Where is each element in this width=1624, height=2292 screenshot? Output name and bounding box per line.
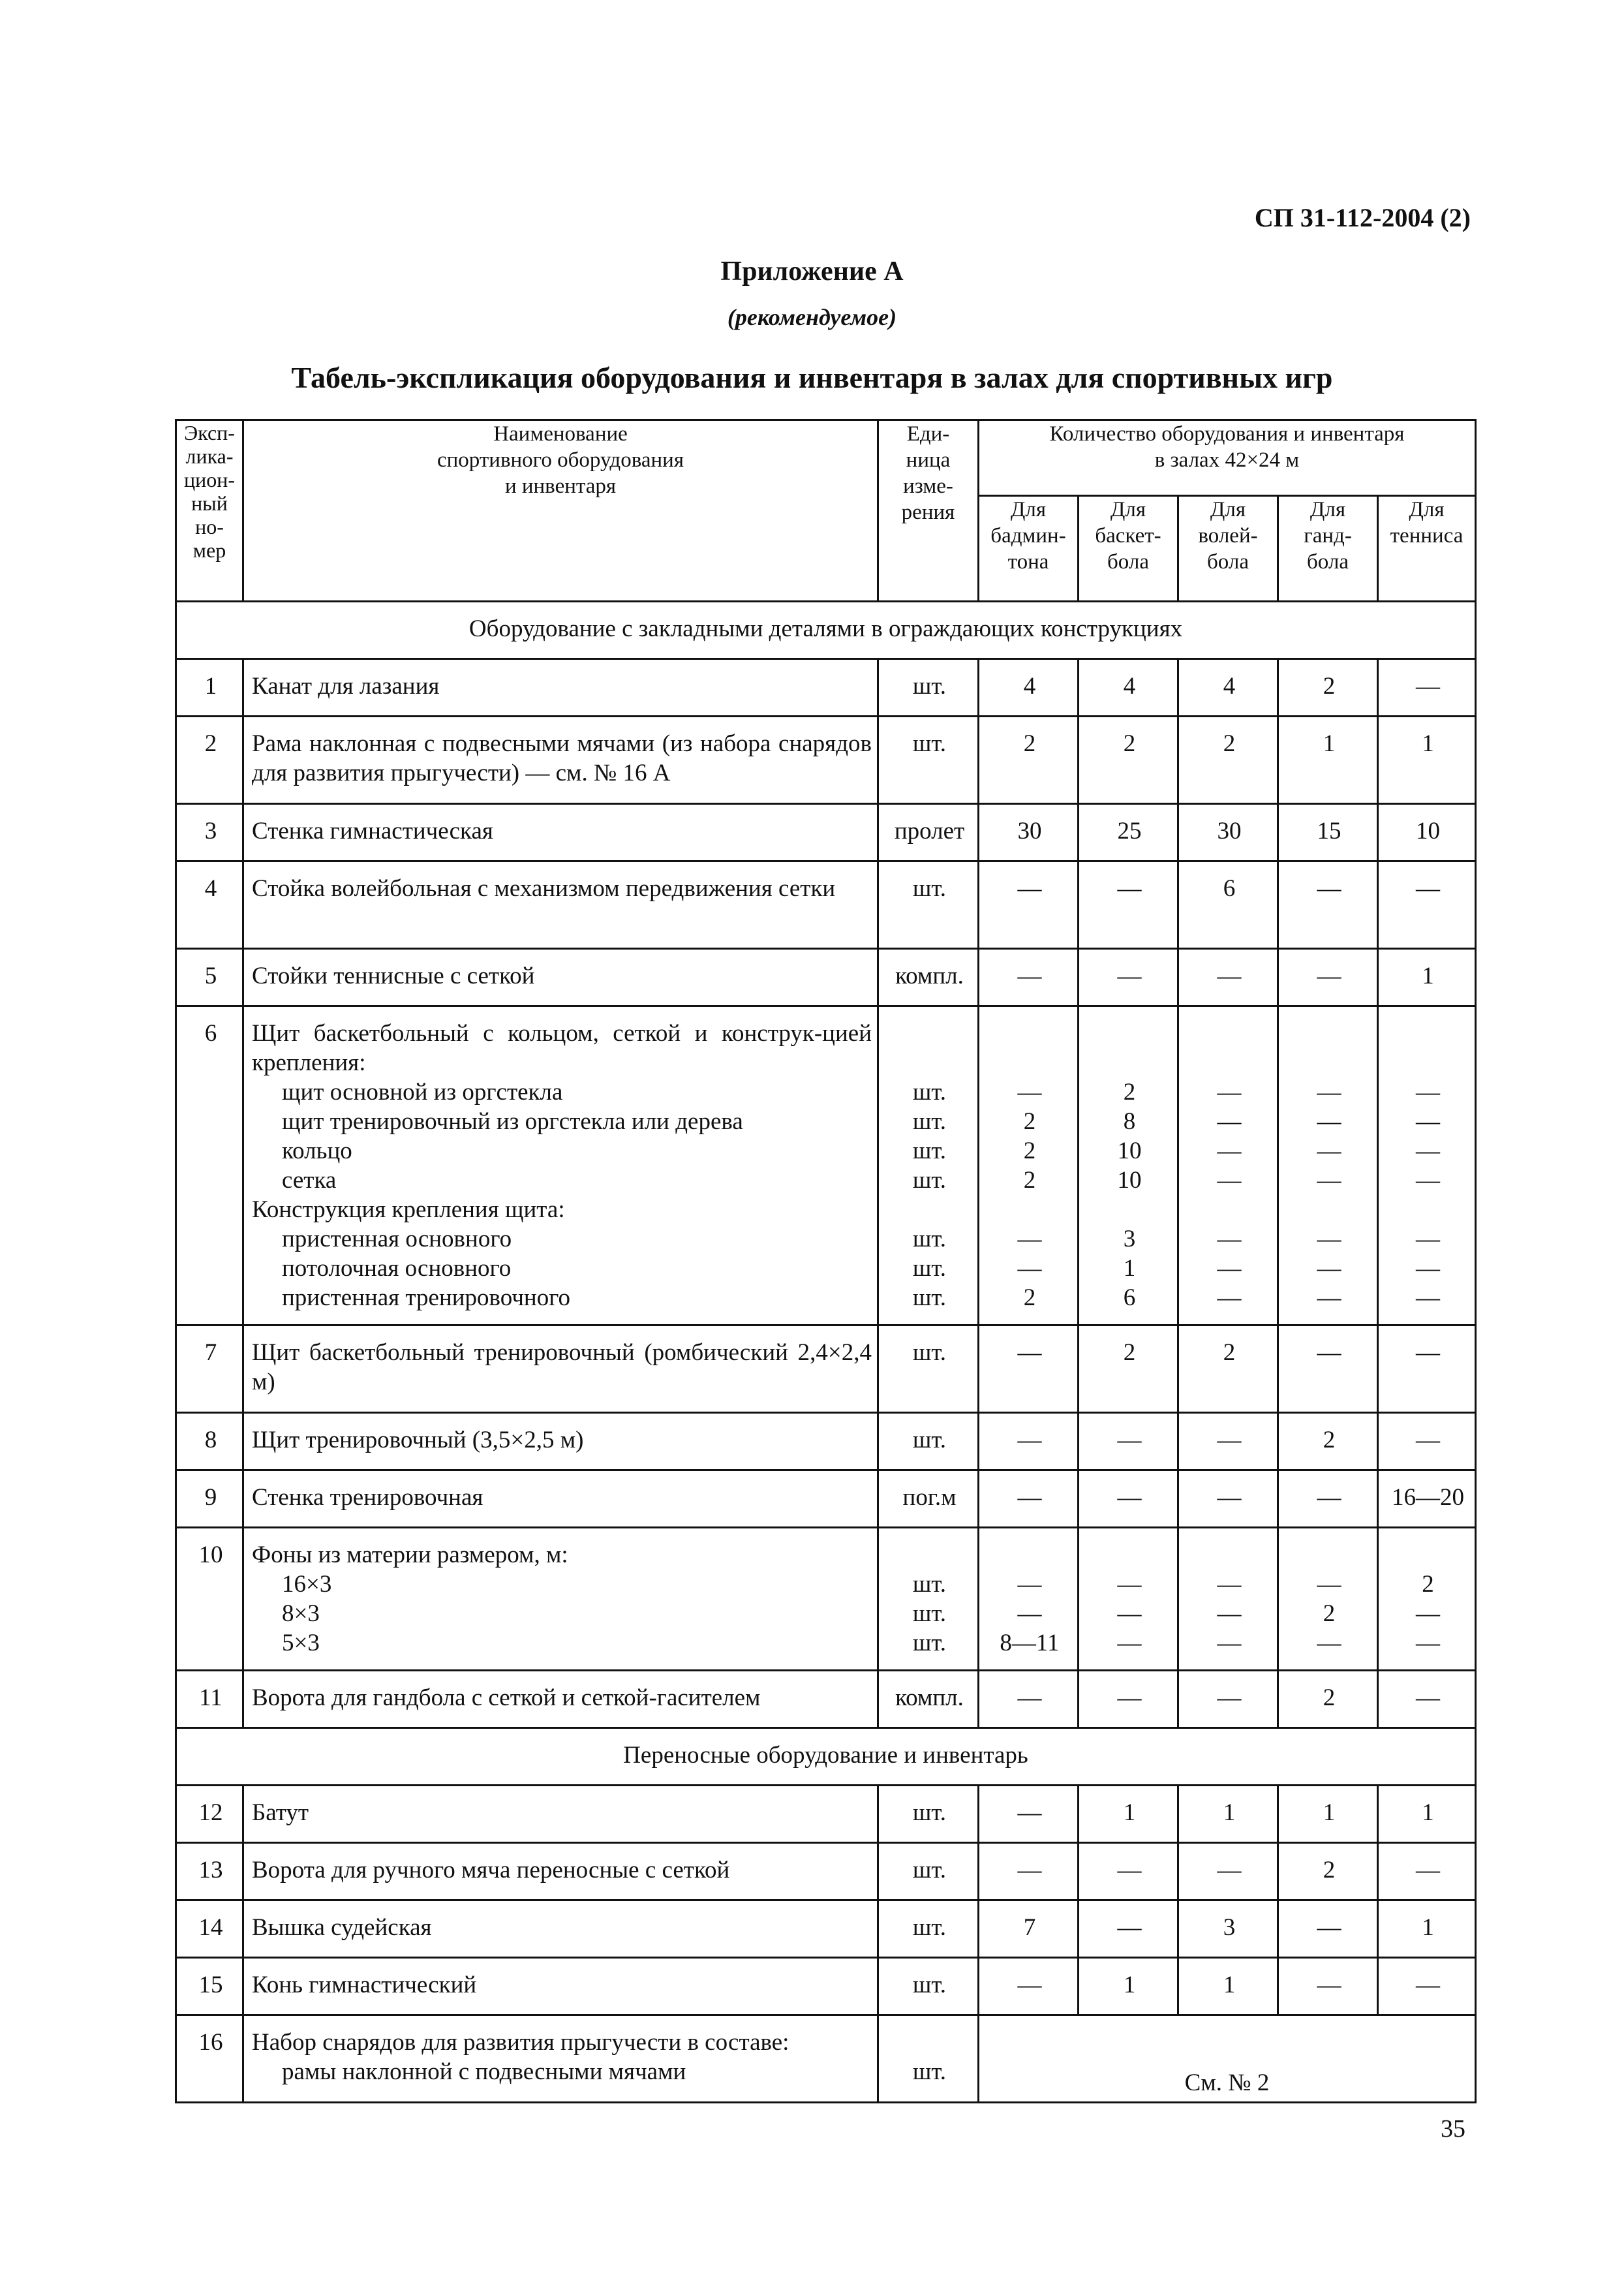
row-value-bad: 2	[979, 717, 1079, 804]
row-subitem-unit: шт.	[912, 1284, 947, 1311]
row-value-han: 2	[1278, 659, 1378, 717]
row-unit: пролет	[878, 804, 979, 861]
table-row	[176, 717, 1476, 804]
row-value-bad: —	[979, 1325, 1079, 1413]
row-subitem-unit: шт.	[912, 1226, 947, 1252]
row-value-bas: —	[1079, 1671, 1178, 1728]
row-subitem-value: 2	[1323, 1600, 1336, 1627]
row-name: Щит тренировочный (3,5×2,5 м)	[243, 1413, 878, 1470]
row-value-bas	[1079, 1006, 1178, 1325]
row-value-bad: —	[979, 861, 1079, 949]
row-subitem-value: —	[1217, 1255, 1242, 1282]
row-name: Стойка волейбольная с механизмом передвижения сетки	[243, 861, 878, 949]
row-subitem-value: —	[1416, 1079, 1440, 1106]
row-subitem-value: —	[1017, 1255, 1042, 1282]
row-value-bad	[979, 1528, 1079, 1671]
row-subtitle: Конструкция крепления щита:	[252, 1196, 565, 1223]
row-number: 4	[176, 861, 243, 949]
table-row	[176, 659, 1476, 717]
row-value-ten: 1	[1378, 717, 1476, 804]
row-subitem-name: пристенная тренировочного	[282, 1284, 570, 1311]
row-subitem-value: 8	[1123, 1108, 1136, 1135]
row-subitem-unit: шт.	[912, 1255, 947, 1282]
row-name: Щит баскетбольный тренировочный (ромбический 2,4×2,4 м)	[243, 1325, 878, 1413]
row-number: 12	[176, 1786, 243, 1843]
table-row	[176, 1528, 1476, 1671]
row-value-bas: —	[1079, 1470, 1178, 1528]
row-subitem-value: —	[1416, 1600, 1440, 1627]
row-subitem-name: рамы наклонной с подвесными мячами	[282, 2058, 686, 2085]
section-row	[176, 602, 1476, 659]
row-subitem-value: 2	[1123, 1079, 1136, 1106]
col-header-basketball: Для баскет- бола	[1079, 496, 1178, 602]
row-value-bad: —	[979, 1413, 1079, 1470]
row-name: Канат для лазания	[243, 659, 878, 717]
col-header-tennis: Для тенниса	[1378, 496, 1476, 602]
row-value-ten: —	[1378, 1843, 1476, 1900]
row-unit: шт.	[878, 717, 979, 804]
row-subitem-value: —	[1317, 1571, 1341, 1598]
row-value-bas: —	[1079, 861, 1178, 949]
row-subitem-unit: шт.	[912, 1167, 947, 1194]
row-value-vol: —	[1178, 1843, 1278, 1900]
row-subitem-value: —	[1017, 1571, 1042, 1598]
row-number: 1	[176, 659, 243, 717]
col-header-unit: Еди- ница изме- рения	[878, 420, 979, 602]
row-subitem-name: 5×3	[282, 1630, 320, 1656]
row-name: Вышка судейская	[243, 1900, 878, 1958]
section-heading: Переносные оборудование и инвентарь	[176, 1728, 1476, 1786]
row-unit: шт.	[878, 1325, 979, 1413]
row-value-vol: —	[1178, 1470, 1278, 1528]
row-name-main: Щит баскетбольный с кольцом, сеткой и конструк-цией крепления:	[252, 1020, 872, 1076]
row-value-vol: —	[1178, 1671, 1278, 1728]
row-value-ten: 1	[1378, 1786, 1476, 1843]
row-subitem-value: —	[1317, 1255, 1341, 1282]
equipment-table	[175, 419, 1477, 2103]
row-subitem-value: 2	[1023, 1167, 1036, 1194]
table-row	[176, 1843, 1476, 1900]
row-number: 3	[176, 804, 243, 861]
row-subitem-unit: шт.	[912, 1571, 947, 1598]
row-subitem-value: 6	[1123, 1284, 1136, 1311]
row-see-reference: См. № 2	[979, 2015, 1476, 2103]
row-unit: шт.	[878, 1958, 979, 2015]
row-value-vol: 30	[1178, 804, 1278, 861]
row-value-ten: —	[1378, 1958, 1476, 2015]
row-value-vol: 2	[1178, 1325, 1278, 1413]
row-value-bas: —	[1079, 1843, 1178, 1900]
row-subitem-value: —	[1416, 1167, 1440, 1194]
row-subitem-value: —	[1416, 1284, 1440, 1311]
row-name	[243, 2015, 878, 2103]
row-number: 14	[176, 1900, 243, 1958]
row-subitem-value: —	[1117, 1571, 1142, 1598]
row-unit: пог.м	[878, 1470, 979, 1528]
row-subitem-value: —	[1416, 1108, 1440, 1135]
row-subitem-value: 2	[1023, 1108, 1036, 1135]
row-subitem-value: —	[1317, 1108, 1341, 1135]
row-value-bas	[1079, 1528, 1178, 1671]
row-value-bad: —	[979, 1671, 1079, 1728]
row-value-han	[1278, 1006, 1378, 1325]
row-subitem-value: 2	[1023, 1138, 1036, 1164]
row-subitem-value: —	[1017, 1226, 1042, 1252]
row-value-bas: —	[1079, 949, 1178, 1006]
row-subitem-value: —	[1217, 1138, 1242, 1164]
table-row	[176, 1413, 1476, 1470]
row-subitem-unit: шт.	[912, 1600, 947, 1627]
row-subitem-name: пристенная основного	[282, 1226, 512, 1252]
row-subitem-value: —	[1217, 1167, 1242, 1194]
row-unit: шт.	[878, 659, 979, 717]
row-value-ten: 1	[1378, 949, 1476, 1006]
row-subitem-value: —	[1317, 1630, 1341, 1656]
row-value-ten	[1378, 1006, 1476, 1325]
row-subitem-value: 10	[1117, 1138, 1142, 1164]
row-value-bad: —	[979, 1958, 1079, 2015]
document-code: СП 31-112-2004 (2)	[1254, 203, 1471, 232]
row-subitem-value: —	[1416, 1226, 1440, 1252]
table-title: Табель-экспликация оборудования и инвентаря в залах для спортивных игр	[291, 361, 1333, 394]
row-unit: шт.	[878, 1786, 979, 1843]
row-value-han: —	[1278, 1900, 1378, 1958]
row-value-vol: 2	[1178, 717, 1278, 804]
row-value-vol: 1	[1178, 1958, 1278, 2015]
section-row	[176, 1728, 1476, 1786]
row-value-ten: —	[1378, 1413, 1476, 1470]
row-name-main: Набор снарядов для развития прыгучести в составе:	[252, 2029, 789, 2056]
row-value-bad: —	[979, 1786, 1079, 1843]
row-subitem-value: —	[1217, 1284, 1242, 1311]
row-value-han	[1278, 1528, 1378, 1671]
row-unit-value: шт.	[912, 2058, 947, 2085]
col-header-badminton: Для бадмин- тона	[979, 496, 1079, 602]
appendix-status: (рекомендуемое)	[727, 304, 897, 330]
row-subitem-value: —	[1017, 1079, 1042, 1106]
row-number: 2	[176, 717, 243, 804]
row-subitem-value: 2	[1023, 1284, 1036, 1311]
table-row	[176, 2015, 1476, 2103]
row-unit	[878, 1006, 979, 1325]
col-header-quantity-group: Количество оборудования и инвентаря в залах 42×24 м	[979, 420, 1476, 496]
row-name: Стенка гимнастическая	[243, 804, 878, 861]
row-subitem-value: —	[1217, 1630, 1242, 1656]
row-value-bas: 25	[1079, 804, 1178, 861]
row-name	[243, 1528, 878, 1671]
row-value-han: —	[1278, 861, 1378, 949]
row-value-vol: 3	[1178, 1900, 1278, 1958]
row-value-vol: —	[1178, 1413, 1278, 1470]
row-subitem-unit: шт.	[912, 1138, 947, 1164]
row-value-ten: —	[1378, 659, 1476, 717]
row-value-bas: —	[1079, 1413, 1178, 1470]
table-row	[176, 1470, 1476, 1528]
row-value-han: —	[1278, 1325, 1378, 1413]
row-subitem-value: —	[1217, 1108, 1242, 1135]
row-value-bas: 2	[1079, 1325, 1178, 1413]
col-header-handball: Для ганд- бола	[1278, 496, 1378, 602]
row-value-han: 2	[1278, 1413, 1378, 1470]
col-header-number: Эксп- лика- цион- ный но- мер	[176, 420, 243, 602]
row-value-bas: 4	[1079, 659, 1178, 717]
row-subitem-name: потолочная основного	[282, 1255, 512, 1282]
row-name: Рама наклонная с подвесными мячами (из набора снарядов для развития прыгучести) — см. № 16 А	[243, 717, 878, 804]
row-subitem-value: —	[1416, 1138, 1440, 1164]
row-number: 11	[176, 1671, 243, 1728]
row-unit	[878, 2015, 979, 2103]
row-name: Конь гимнастический	[243, 1958, 878, 2015]
row-value-vol	[1178, 1528, 1278, 1671]
row-name: Стенка тренировочная	[243, 1470, 878, 1528]
row-number: 6	[176, 1006, 243, 1325]
row-value-ten: 10	[1378, 804, 1476, 861]
row-value-bas: —	[1079, 1900, 1178, 1958]
row-value-vol: 4	[1178, 659, 1278, 717]
row-number: 7	[176, 1325, 243, 1413]
row-subitem-value: 8—11	[1000, 1630, 1060, 1656]
row-value-han: —	[1278, 1470, 1378, 1528]
row-name	[243, 1006, 878, 1325]
row-number: 5	[176, 949, 243, 1006]
row-subitem-value: —	[1117, 1600, 1142, 1627]
row-number: 10	[176, 1528, 243, 1671]
row-subitem-unit: шт.	[912, 1079, 947, 1106]
row-unit: шт.	[878, 861, 979, 949]
row-number: 9	[176, 1470, 243, 1528]
appendix-title: Приложение А	[720, 256, 904, 286]
row-subitem-unit: шт.	[912, 1630, 947, 1656]
row-value-han: —	[1278, 949, 1378, 1006]
table-row	[176, 1900, 1476, 1958]
row-subitem-value: —	[1017, 1600, 1042, 1627]
row-unit	[878, 1528, 979, 1671]
row-value-ten	[1378, 1528, 1476, 1671]
table-row	[176, 861, 1476, 949]
row-subitem-value: —	[1416, 1255, 1440, 1282]
row-subitem-name: 16×3	[282, 1571, 332, 1598]
row-value-bad	[979, 1006, 1079, 1325]
row-value-vol: 1	[1178, 1786, 1278, 1843]
row-number: 15	[176, 1958, 243, 2015]
row-subitem-name: кольцо	[282, 1138, 352, 1164]
row-value-ten: —	[1378, 1325, 1476, 1413]
row-subitem-value: —	[1317, 1167, 1341, 1194]
row-value-vol	[1178, 1006, 1278, 1325]
row-name: Ворота для ручного мяча переносные с сеткой	[243, 1843, 878, 1900]
row-value-bad: 30	[979, 804, 1079, 861]
row-value-ten: 16—20	[1378, 1470, 1476, 1528]
row-subitem-unit: шт.	[912, 1108, 947, 1135]
row-subitem-value: —	[1217, 1571, 1242, 1598]
row-subitem-value: —	[1317, 1138, 1341, 1164]
row-value-ten: 1	[1378, 1900, 1476, 1958]
row-subitem-value: —	[1317, 1284, 1341, 1311]
row-value-vol: —	[1178, 949, 1278, 1006]
row-value-bas: 1	[1079, 1958, 1178, 2015]
row-value-bad: —	[979, 949, 1079, 1006]
row-unit: компл.	[878, 949, 979, 1006]
table-row	[176, 949, 1476, 1006]
row-value-han: 2	[1278, 1671, 1378, 1728]
col-header-name: Наименование спортивного оборудования и инвентаря	[243, 420, 878, 602]
row-value-han: 15	[1278, 804, 1378, 861]
row-value-han: —	[1278, 1958, 1378, 2015]
table-row	[176, 1325, 1476, 1413]
table-row	[176, 1786, 1476, 1843]
row-subitem-value: —	[1217, 1079, 1242, 1106]
row-subitem-value: —	[1217, 1226, 1242, 1252]
row-value-bad: 4	[979, 659, 1079, 717]
section-heading: Оборудование с закладными деталями в ограждающих конструкциях	[176, 602, 1476, 659]
row-subitem-name: щит основной из оргстекла	[282, 1079, 563, 1106]
row-value-vol: 6	[1178, 861, 1278, 949]
row-subitem-value: —	[1416, 1630, 1440, 1656]
row-number: 8	[176, 1413, 243, 1470]
row-name: Ворота для гандбола с сеткой и сеткой-гасителем	[243, 1671, 878, 1728]
row-value-bas: 1	[1079, 1786, 1178, 1843]
row-number: 16	[176, 2015, 243, 2103]
table-row	[176, 1006, 1476, 1325]
row-subitem-value: —	[1117, 1630, 1142, 1656]
row-value-ten: —	[1378, 861, 1476, 949]
row-subitem-name: 8×3	[282, 1600, 320, 1627]
table-row	[176, 1958, 1476, 2015]
row-name: Батут	[243, 1786, 878, 1843]
row-subitem-value: 2	[1422, 1571, 1434, 1598]
row-unit: шт.	[878, 1413, 979, 1470]
row-value-bad: —	[979, 1843, 1079, 1900]
row-value-bas: 2	[1079, 717, 1178, 804]
row-subitem-name: сетка	[282, 1167, 337, 1194]
row-value-han: 2	[1278, 1843, 1378, 1900]
row-unit: шт.	[878, 1843, 979, 1900]
col-header-volleyball: Для волей- бола	[1178, 496, 1278, 602]
row-value-han: 1	[1278, 717, 1378, 804]
row-subitem-value: —	[1317, 1079, 1341, 1106]
row-name-main: Фоны из материи размером, м:	[252, 1541, 568, 1568]
row-subitem-value: —	[1217, 1600, 1242, 1627]
row-value-bad: —	[979, 1470, 1079, 1528]
row-subitem-name: щит тренировочный из оргстекла или дерева	[282, 1108, 743, 1135]
row-subitem-value: 3	[1123, 1226, 1136, 1252]
row-subitem-value: —	[1317, 1226, 1341, 1252]
table-row	[176, 804, 1476, 861]
row-subitem-value: 10	[1117, 1167, 1142, 1194]
row-value-han: 1	[1278, 1786, 1378, 1843]
row-number: 13	[176, 1843, 243, 1900]
table-row	[176, 1671, 1476, 1728]
row-subitem-value: 1	[1123, 1255, 1136, 1282]
row-value-ten: —	[1378, 1671, 1476, 1728]
row-name: Стойки теннисные с сеткой	[243, 949, 878, 1006]
row-unit: компл.	[878, 1671, 979, 1728]
row-value-bad: 7	[979, 1900, 1079, 1958]
row-unit: шт.	[878, 1900, 979, 1958]
page-number: 35	[1441, 2115, 1465, 2143]
